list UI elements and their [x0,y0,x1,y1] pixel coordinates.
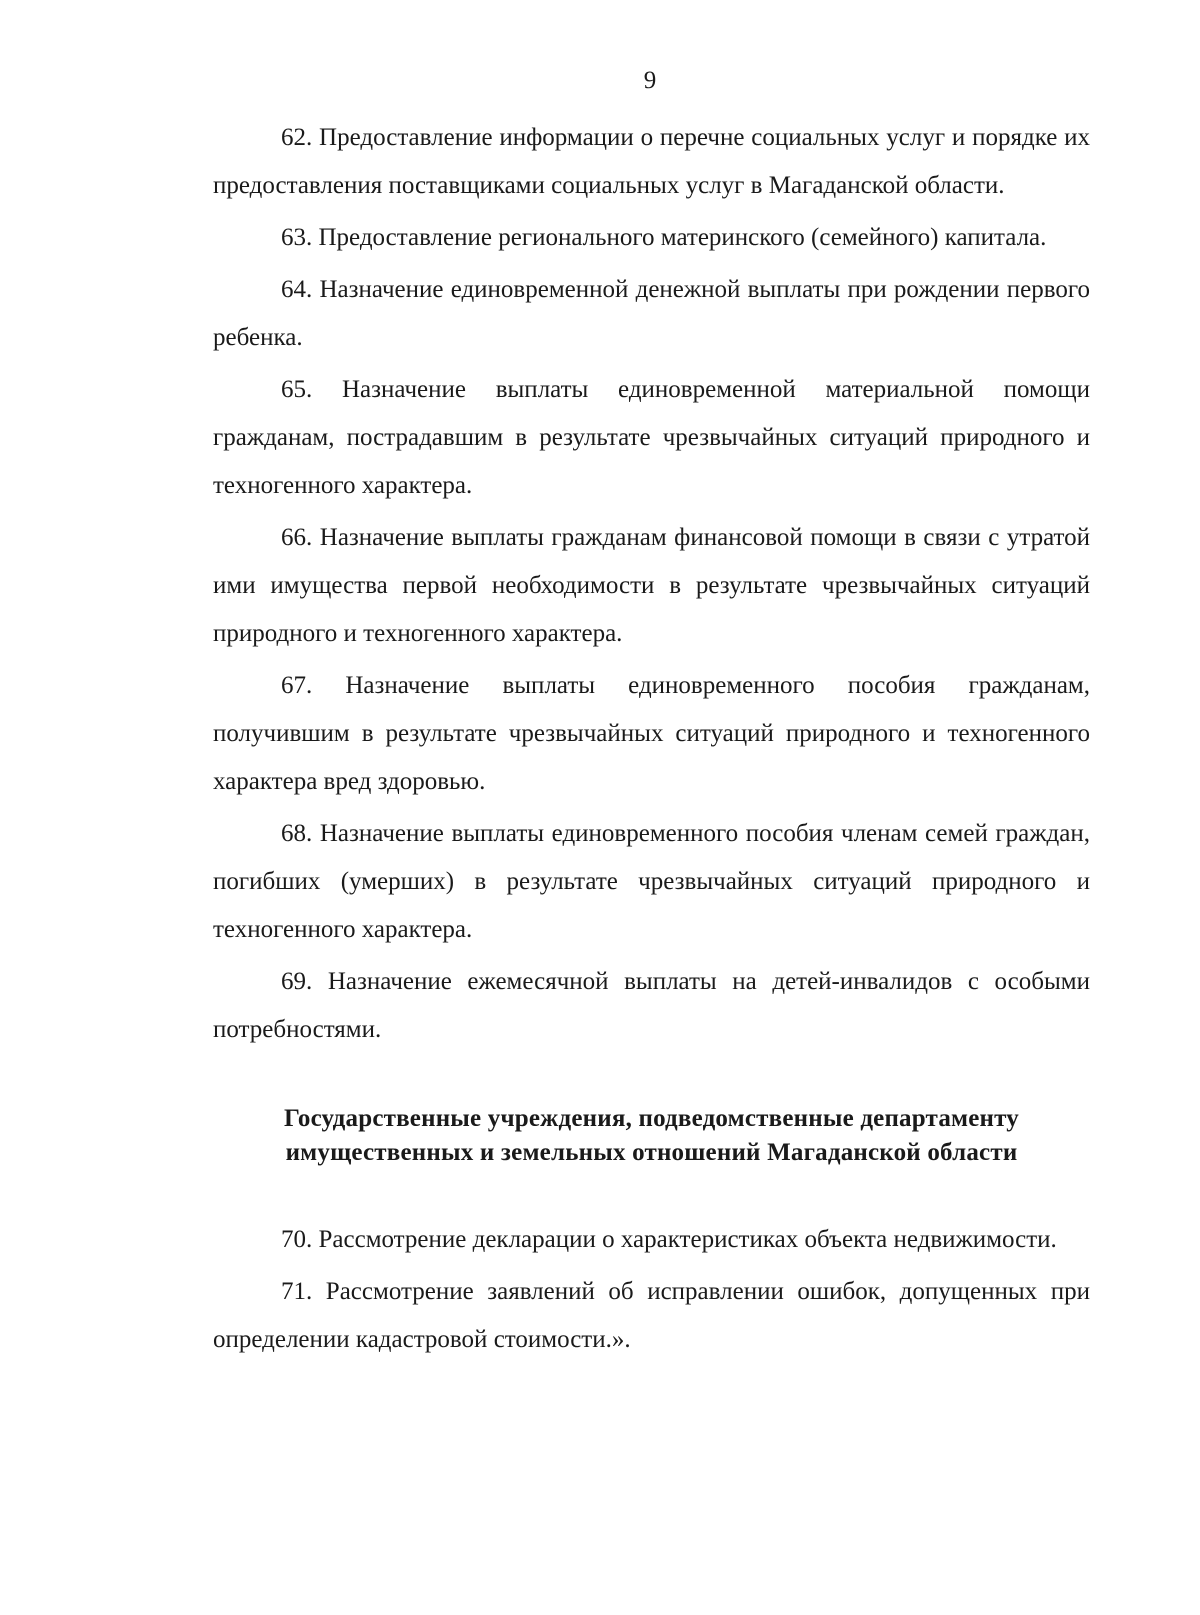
list-item-63: 63. Предоставление регионального материнского (семейного) капитала. [281,224,1047,251]
list-item-66: 66. Назначение выплаты гражданам финансовой помощи в связи с утратой ими имущества первой необходимости в результате чрезвычайных ситуаций природного и техногенного характера. [213,524,1090,647]
list-item-65: 65. Назначение выплаты единовременной материальной помощи гражданам, пострадавшим в результате чрезвычайных ситуаций природного и техногенного характера. [213,376,1090,499]
document-body [213,114,1090,1368]
list-item-62: 62. Предоставление информации о перечне социальных услуг и порядке их предоставления поставщиками социальных услуг в Магаданской области. [213,124,1090,199]
section-heading [213,1102,1090,1170]
section-heading-line-1: Государственные учреждения, подведомственные департаменту [283,1105,1020,1132]
section-heading-line-2: имущественных и земельных отношений Магаданской области [285,1139,1018,1166]
page-number: 9 [643,67,657,94]
list-item-69: 69. Назначение ежемесячной выплаты на детей-инвалидов с особыми потребностями. [213,968,1090,1043]
list-item-67: 67. Назначение выплаты единовременного пособия гражданам, получившим в результате чрезвычайных ситуаций природного и техногенного характера вред здоровью. [213,672,1090,795]
list-item-64: 64. Назначение единовременной денежной выплаты при рождении первого ребенка. [213,276,1090,351]
list-item-68: 68. Назначение выплаты единовременного пособия членам семей граждан, погибших (умерших) в результате чрезвычайных ситуаций природного и техногенного характера. [213,820,1090,943]
list-item-70: 70. Рассмотрение декларации о характеристиках объекта недвижимости. [281,1226,1057,1253]
list-item-71: 71. Рассмотрение заявлений об исправлении ошибок, допущенных при определении кадастровой стоимости.». [213,1278,1090,1353]
